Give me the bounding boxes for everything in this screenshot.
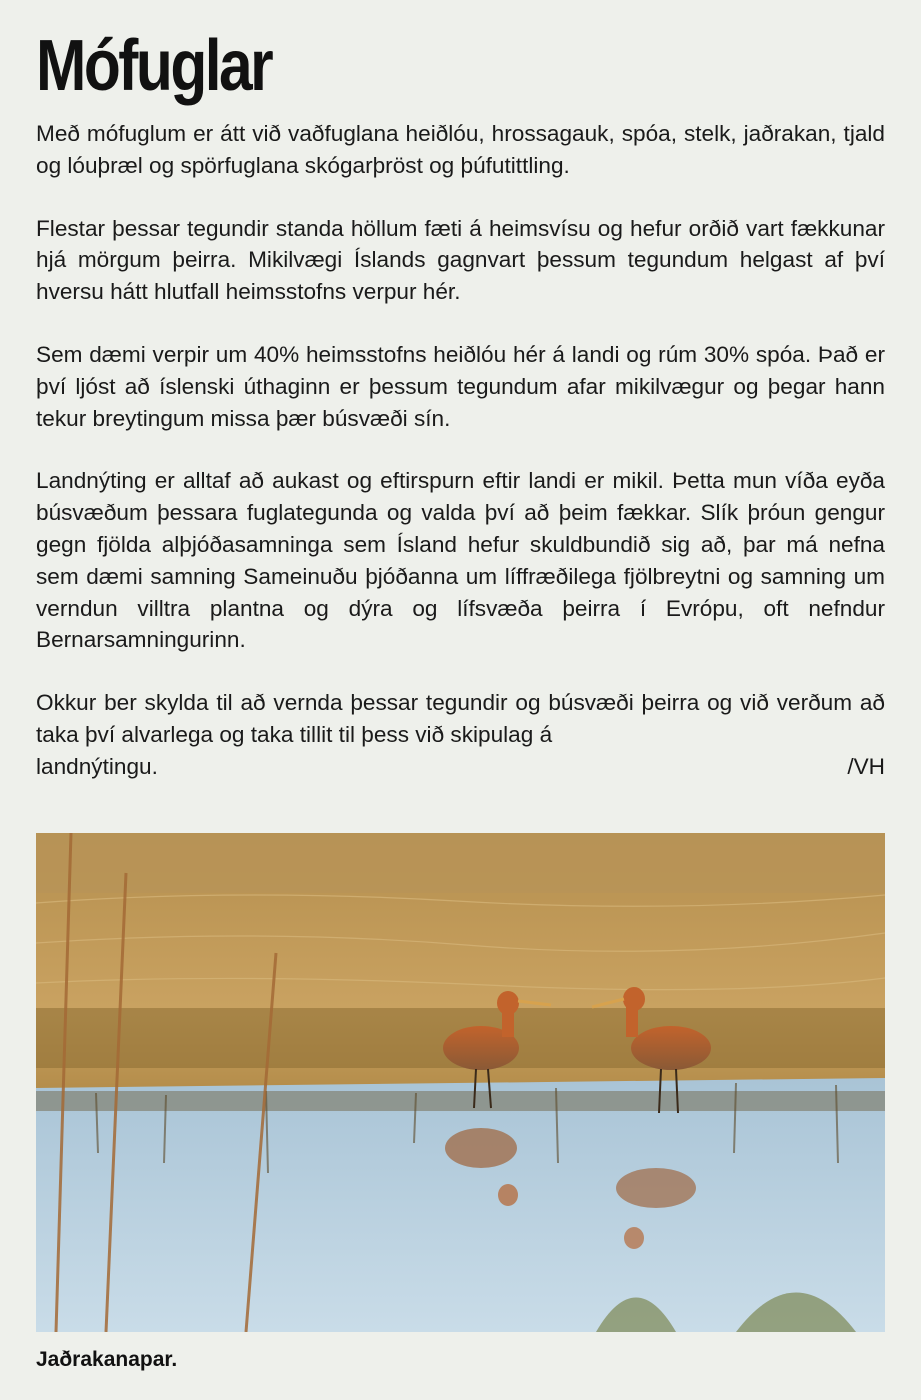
photo-illustration <box>36 833 885 1332</box>
page-title: Mófuglar <box>36 26 272 106</box>
photo-caption: Jaðrakanapar. <box>36 1348 178 1371</box>
bird-photo <box>36 833 885 1332</box>
paragraph-1: Með mófuglum er átt við vaðfuglana heiðlóu, hrossagauk, spóa, stelk, jaðrakan, tjald og lóuþræl og spörfuglana skógarþröst og þúfutittling. <box>36 121 885 178</box>
paragraph-3: Sem dæmi verpir um 40% heimsstofns heiðlóu hér á landi og rúm 30% spóa. Það er því ljóst að íslenski úthaginn er þessum tegundum afar mikilvægur og þegar hann tekur breytingum missa þær búsvæði sín. <box>36 341 885 431</box>
paragraph-2: Flestar þessar tegundir standa höllum fæti á heimsvísu og hefur orðið vart fækkunar hjá mörgum þeirra. Mikilvægi Íslands gagnvart þessum tegundum helgast af því hversu hátt hlutfall heimsstofns verpur hér. <box>36 215 885 305</box>
paragraph-4: Landnýting er alltaf að aukast og eftirspurn eftir landi er mikil. Þetta mun víða eyða búsvæðum þessara fuglategunda og valda því að þeim fækkar. Slík þróun gengur gegn fjölda alþjóðasamninga sem Ísland hefur skuldbundið sig að, þar má nefna sem dæmi samning Sameinuðu þjóðanna um líffræðilega fjölbreytni og samning um verndun villtra plantna og dýra og lífsvæða þeirra í Evrópu, oft nefndur Bernarsamningurinn. <box>36 468 885 653</box>
closing-text: landnýtingu. <box>36 753 158 779</box>
closing-line <box>36 751 885 783</box>
article <box>36 20 885 783</box>
signature: /VH <box>847 753 885 779</box>
paragraph-5: Okkur ber skylda til að vernda þessar tegundir og búsvæði þeirra og við verðum að taka því alvarlega og taka tillit til þess við skipulag á <box>36 690 885 747</box>
